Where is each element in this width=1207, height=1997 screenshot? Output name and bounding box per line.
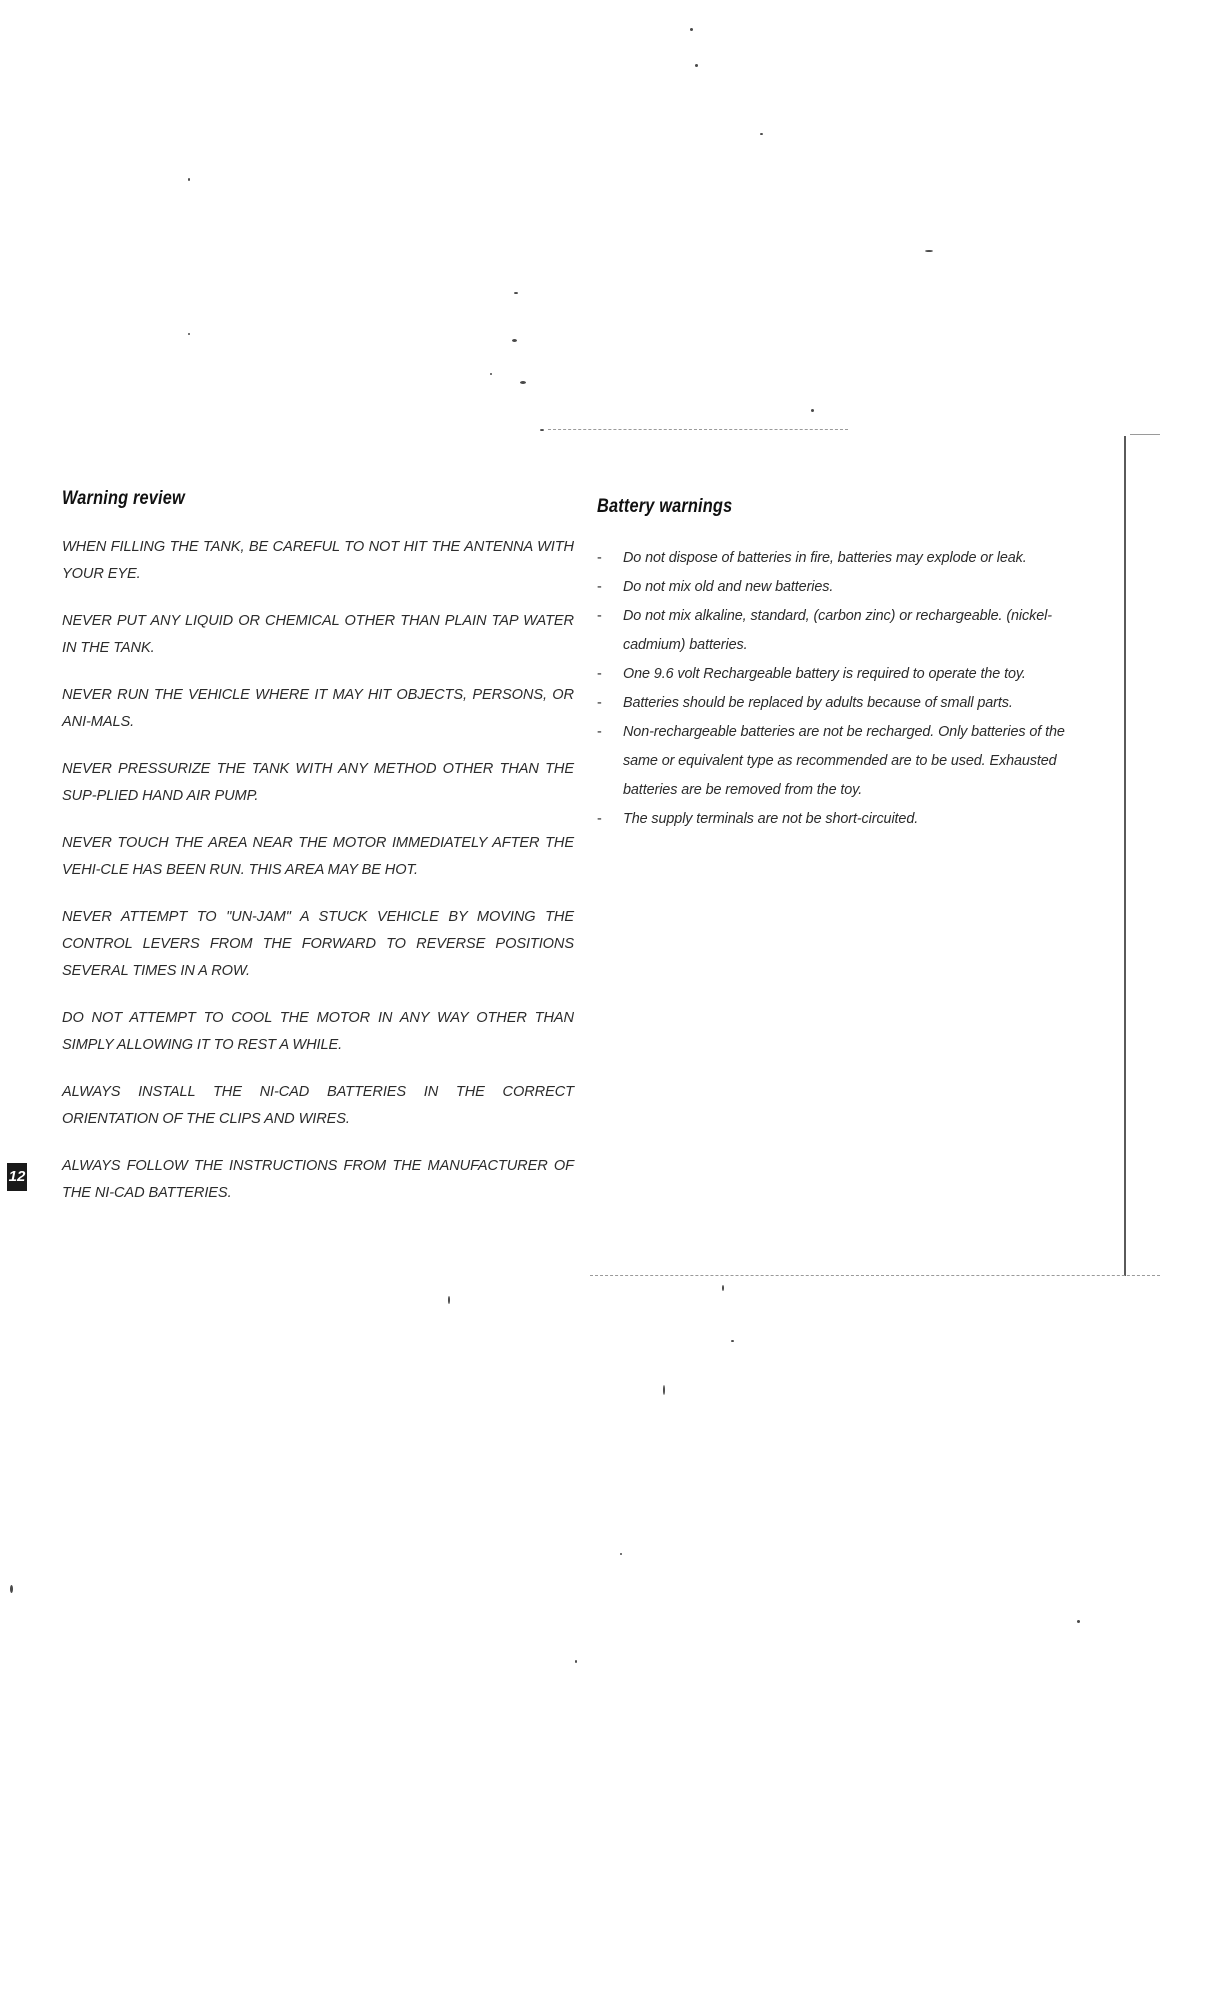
scan-speck [10, 1585, 13, 1593]
scan-speck [448, 1296, 450, 1304]
warning-item: NEVER TOUCH THE AREA NEAR THE MOTOR IMMEDIATELY AFTER THE VEHI-CLE HAS BEEN RUN. THIS AREA MAY BE HOT. [62, 835, 574, 878]
bullet-dash: - [597, 724, 602, 740]
battery-warning-text: The supply terminals are not be short-circuited. [623, 811, 919, 827]
battery-warning-text: Do not dispose of batteries in fire, batteries may explode or leak. [623, 550, 1027, 566]
battery-warning-text: Non-rechargeable batteries are not be recharged. Only batteries of the same or equivalent type as recommended are to be used. Exhausted batteries are be removed from the toy. [623, 724, 1065, 798]
warning-item: NEVER ATTEMPT TO "UN-JAM" A STUCK VEHICLE BY MOVING THE CONTROL LEVERS FROM THE FORWARD TO REVERSE POSITIONS SEVERAL TIMES IN A ROW. [62, 909, 574, 979]
warning-item: NEVER PUT ANY LIQUID OR CHEMICAL OTHER THAN PLAIN TAP WATER IN THE TANK. [62, 613, 574, 656]
list-item [597, 660, 1097, 689]
scan-speck [188, 333, 190, 335]
list-item [597, 573, 1097, 602]
scan-speck [760, 133, 763, 135]
scan-speck [520, 381, 526, 384]
battery-warning-text: Do not mix old and new batteries. [623, 579, 834, 595]
battery-warning-text: Batteries should be replaced by adults because of small parts. [623, 695, 1013, 711]
warning-item: NEVER RUN THE VEHICLE WHERE IT MAY HIT OBJECTS, PERSONS, OR ANI-MALS. [62, 687, 574, 730]
scan-speck [512, 339, 517, 342]
bullet-dash: - [597, 811, 602, 827]
scan-speck [811, 409, 814, 412]
bullet-dash: - [597, 695, 602, 711]
scan-speck [722, 1285, 724, 1291]
scan-speck [663, 1385, 665, 1395]
scan-speck [188, 178, 190, 181]
bullet-dash: - [597, 579, 602, 595]
warning-item: DO NOT ATTEMPT TO COOL THE MOTOR IN ANY WAY OTHER THAN SIMPLY ALLOWING IT TO REST A WHILE. [62, 1010, 574, 1053]
scan-speck [540, 429, 544, 431]
warning-review-heading: Warning review [62, 488, 185, 509]
scan-border-line [1130, 434, 1160, 435]
list-item [597, 602, 1097, 660]
scan-speck [731, 1340, 734, 1342]
bullet-dash: - [597, 666, 602, 682]
warning-review-section [62, 488, 574, 1227]
list-item [597, 689, 1097, 718]
scan-speck [925, 250, 933, 252]
scan-speck [490, 373, 492, 375]
list-item [597, 718, 1097, 805]
battery-warnings-section [597, 496, 1097, 834]
list-item [597, 544, 1097, 573]
battery-warnings-list [597, 544, 1097, 834]
warning-item: ALWAYS FOLLOW THE INSTRUCTIONS FROM THE MANUFACTURER OF THE NI-CAD BATTERIES. [62, 1158, 574, 1201]
scan-speck [620, 1553, 622, 1555]
battery-warning-text: One 9.6 volt Rechargeable battery is required to operate the toy. [623, 666, 1026, 682]
scan-border-line [590, 1275, 1160, 1276]
bullet-dash: - [597, 608, 602, 624]
battery-warnings-heading: Battery warnings [597, 496, 733, 517]
scan-speck [690, 28, 693, 31]
battery-warning-text: Do not mix alkaline, standard, (carbon zinc) or rechargeable. (nickel-cadmium) batteries. [623, 608, 1052, 653]
list-item [597, 805, 1097, 834]
scan-speck [695, 64, 698, 67]
scan-border-line [548, 429, 848, 430]
warning-item: WHEN FILLING THE TANK, BE CAREFUL TO NOT HIT THE ANTENNA WITH YOUR EYE. [62, 539, 574, 582]
scan-speck [514, 292, 518, 294]
warning-item: ALWAYS INSTALL THE NI-CAD BATTERIES IN THE CORRECT ORIENTATION OF THE CLIPS AND WIRES. [62, 1084, 574, 1127]
bullet-dash: - [597, 550, 602, 566]
scan-border-line [1124, 436, 1126, 1276]
page-number-tab: 12 [7, 1163, 27, 1191]
scan-speck [1077, 1620, 1080, 1623]
warning-item: NEVER PRESSURIZE THE TANK WITH ANY METHOD OTHER THAN THE SUP-PLIED HAND AIR PUMP. [62, 761, 574, 804]
scan-speck [575, 1660, 577, 1663]
